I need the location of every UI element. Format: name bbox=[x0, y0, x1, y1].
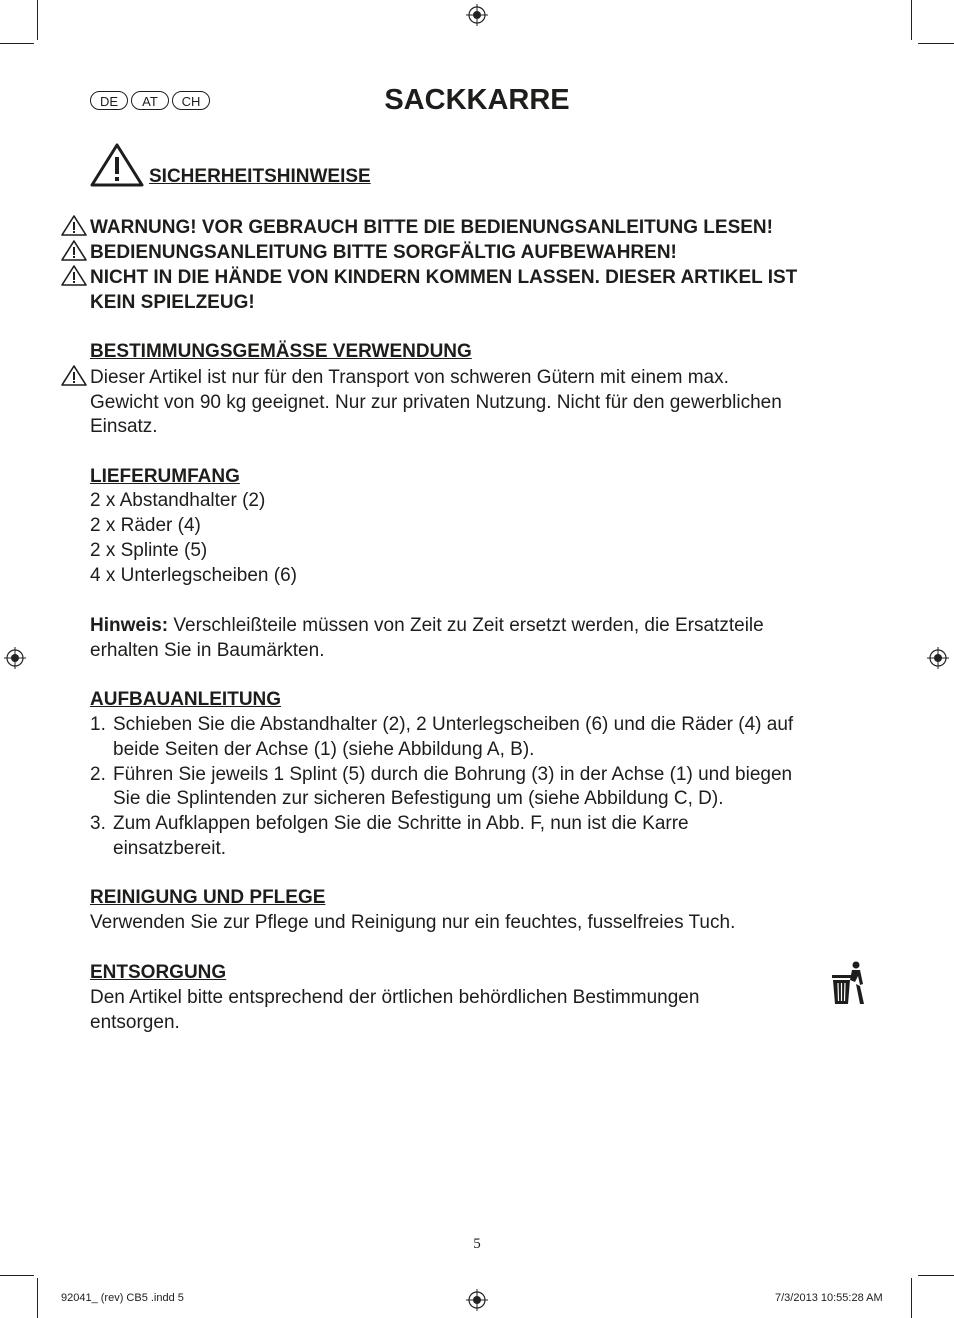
contents-item: 2 x Abstandhalter (2) bbox=[90, 490, 266, 511]
note-text: Verschleißteile müssen von Zeit zu Zeit ersetzt werden, die Ersatzteile bbox=[168, 615, 764, 636]
step-number: 1. bbox=[90, 714, 106, 735]
crop-mark bbox=[911, 1278, 912, 1318]
disposal-text: entsorgen. bbox=[90, 1012, 180, 1033]
warning-text: KEIN SPIELZEUG! bbox=[90, 292, 255, 313]
language-badge-ch: CH bbox=[172, 91, 210, 110]
crop-mark bbox=[0, 1275, 34, 1276]
footer-file-info: 92041_ (rev) CB5 .indd 5 bbox=[61, 1292, 184, 1304]
warning-triangle-icon bbox=[61, 364, 87, 386]
disposal-text: Den Artikel bitte entsprechend der örtlichen behördlichen Bestimmungen bbox=[90, 987, 700, 1008]
intended-use-text: Dieser Artikel ist nur für den Transport von schweren Gütern mit einem max. bbox=[90, 367, 729, 388]
crop-mark bbox=[918, 43, 954, 44]
crop-mark bbox=[37, 1278, 38, 1318]
registration-mark-icon bbox=[927, 647, 949, 669]
note-text: erhalten Sie in Baumärkten. bbox=[90, 640, 325, 661]
contents-heading: LIEFERUMFANG bbox=[90, 466, 240, 487]
crop-mark bbox=[911, 0, 912, 40]
warning-text: NICHT IN DIE HÄNDE VON KINDERN KOMMEN LASSEN. DIESER ARTIKEL IST bbox=[90, 267, 798, 288]
step-text: beide Seiten der Achse (1) (siehe Abbildung A, B). bbox=[113, 739, 535, 760]
intended-use-heading: BESTIMMUNGSGEMÄSSE VERWENDUNG bbox=[90, 341, 472, 362]
contents-item: 2 x Räder (4) bbox=[90, 515, 201, 536]
language-badge-at: AT bbox=[131, 91, 169, 110]
warning-text: WARNUNG! VOR GEBRAUCH BITTE DIE BEDIENUNGSANLEITUNG LESEN! bbox=[90, 217, 773, 238]
page-title: SACKKARRE bbox=[384, 84, 570, 116]
warning-triangle-icon bbox=[61, 214, 87, 236]
cleaning-heading: REINIGUNG UND PFLEGE bbox=[90, 887, 326, 908]
page-number: 5 bbox=[473, 1236, 481, 1252]
crop-mark bbox=[37, 0, 38, 40]
trash-bin-icon bbox=[830, 960, 866, 1006]
warning-text: BEDIENUNGSANLEITUNG BITTE SORGFÄLTIG AUFBEWAHREN! bbox=[90, 242, 677, 263]
intended-use-text: Einsatz. bbox=[90, 416, 158, 437]
crop-mark bbox=[0, 43, 34, 44]
assembly-heading: AUFBAUANLEITUNG bbox=[90, 689, 282, 710]
intended-use-text: Gewicht von 90 kg geeignet. Nur zur privaten Nutzung. Nicht für den gewerblichen bbox=[90, 392, 782, 413]
contents-item: 4 x Unterlegscheiben (6) bbox=[90, 565, 297, 586]
step-text: Führen Sie jeweils 1 Splint (5) durch die Bohrung (3) in der Achse (1) und biegen bbox=[113, 764, 793, 785]
language-badge-de: DE bbox=[90, 91, 128, 110]
warning-triangle-icon bbox=[61, 264, 87, 286]
step-number: 3. bbox=[90, 813, 106, 834]
step-text: Sie die Splintenden zur sicheren Befestigung um (siehe Abbildung C, D). bbox=[113, 788, 724, 809]
warning-triangle-icon bbox=[90, 142, 144, 188]
disposal-heading: ENTSORGUNG bbox=[90, 962, 227, 983]
step-text: Zum Aufklappen befolgen Sie die Schritte in Abb. F, nun ist die Karre bbox=[113, 813, 689, 834]
safety-heading: SICHERHEITSHINWEISE bbox=[149, 166, 371, 187]
registration-mark-icon bbox=[466, 4, 488, 26]
contents-item: 2 x Splinte (5) bbox=[90, 540, 208, 561]
footer-timestamp: 7/3/2013 10:55:28 AM bbox=[775, 1292, 883, 1304]
step-text: Schieben Sie die Abstandhalter (2), 2 Unterlegscheiben (6) und die Räder (4) auf bbox=[113, 714, 794, 735]
step-number: 2. bbox=[90, 764, 106, 785]
crop-mark bbox=[918, 1275, 954, 1276]
note-label: Hinweis: bbox=[90, 615, 169, 636]
step-text: einsatzbereit. bbox=[113, 838, 227, 859]
cleaning-text: Verwenden Sie zur Pflege und Reinigung nur ein feuchtes, fusselfreies Tuch. bbox=[90, 912, 736, 933]
registration-mark-icon bbox=[466, 1289, 488, 1311]
note-line bbox=[90, 613, 764, 638]
registration-mark-icon bbox=[4, 647, 26, 669]
warning-triangle-icon bbox=[61, 239, 87, 261]
